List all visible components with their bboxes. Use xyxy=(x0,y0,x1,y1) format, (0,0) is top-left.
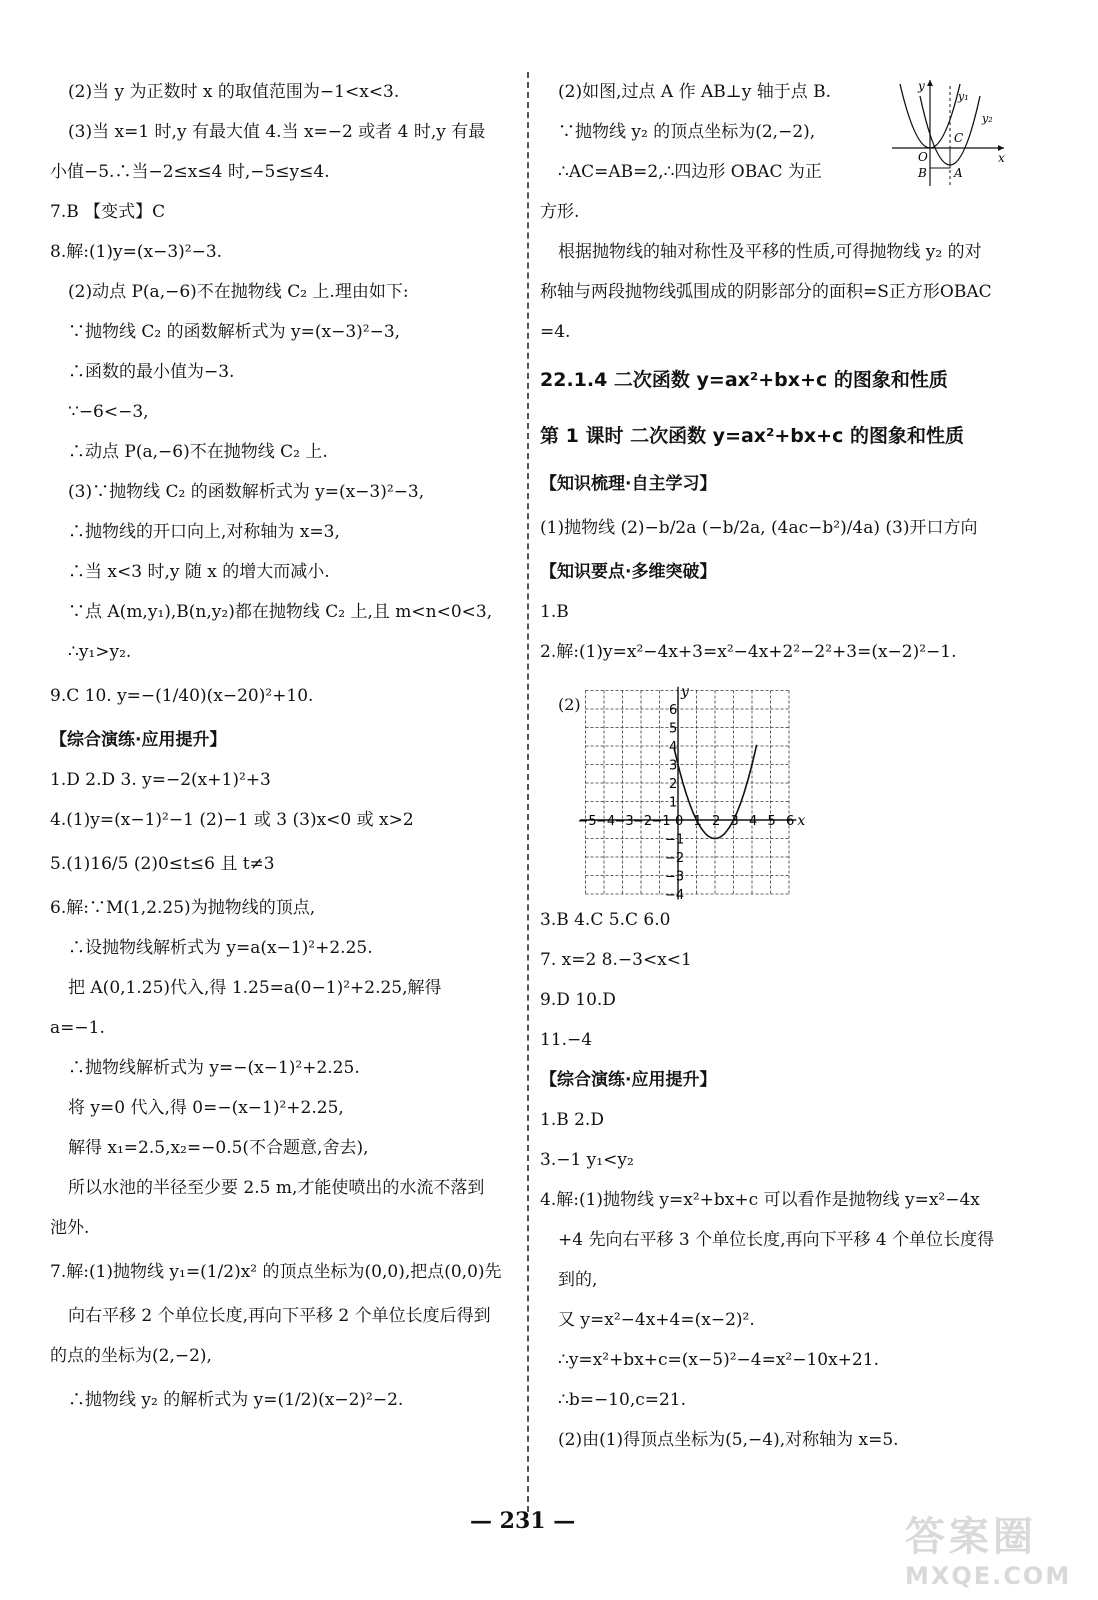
column-divider xyxy=(527,72,529,1512)
fig1-label-a: A xyxy=(954,166,963,180)
text-line: 1.D 2.D 3. y=−2(x+1)²+3 xyxy=(50,770,271,790)
fig1-label-y2: y₂ xyxy=(982,112,993,125)
text-line: 称轴与两段抛物线弧围成的阴影部分的面积=S正方形OBAC xyxy=(540,282,992,302)
text-line: ∴b=−10,c=21. xyxy=(558,1390,687,1410)
text-line: ∴抛物线的开口向上,对称轴为 x=3, xyxy=(68,522,340,542)
text-line: 3.−1 y₁<y₂ xyxy=(540,1150,634,1170)
text-line: 2.解:(1)y=x²−4x+3=x²−4x+2²−2²+3=(x−2)²−1. xyxy=(540,642,957,662)
text-line: 3.B 4.C 5.C 6.0 xyxy=(540,910,671,930)
fig1-label-b: B xyxy=(918,166,927,180)
text-line: 方形. xyxy=(540,202,580,222)
text-line: (3)∵抛物线 C₂ 的函数解析式为 y=(x−3)²−3, xyxy=(68,482,425,502)
x-tick-label: −3 xyxy=(614,814,634,829)
text-line: 5.(1)16/5 (2)0≤t≤6 且 t≠3 xyxy=(50,854,275,874)
x-tick-label: 2 xyxy=(712,814,721,829)
y-tick-label: 1 xyxy=(669,795,678,811)
fig1-label-o: O xyxy=(918,150,928,164)
text-line: ∵抛物线 y₂ 的顶点坐标为(2,−2), xyxy=(558,122,816,142)
text-line: +4 先向右平移 3 个单位长度,再向下平移 4 个单位长度得 xyxy=(558,1230,995,1250)
y-tick-label: 6 xyxy=(669,703,678,718)
x-tick-label: 4 xyxy=(749,814,758,829)
y-tick-label: −1 xyxy=(665,832,685,848)
text-line: (2)当 y 为正数时 x 的取值范围为−1<x<3. xyxy=(68,82,400,102)
text-line: 1.B xyxy=(540,602,569,622)
x-tick-label: 0 xyxy=(675,814,684,829)
text-line: 池外. xyxy=(50,1218,90,1238)
x-tick-label: −2 xyxy=(633,814,653,829)
y-tick-label: 4 xyxy=(669,740,678,755)
x-tick-label: 5 xyxy=(767,814,776,829)
text-line: 又 y=x²−4x+4=(x−2)². xyxy=(558,1310,755,1330)
fig1-label-c: C xyxy=(954,131,964,145)
y-tick-label: 5 xyxy=(669,721,678,737)
text-line: ∴AC=AB=2,∴四边形 OBAC 为正 xyxy=(558,162,822,182)
text-line: 7.B 【变式】C xyxy=(50,202,166,222)
left-column xyxy=(50,72,520,1424)
y-tick-label: −2 xyxy=(665,851,685,866)
watermark-url: MXQE.COM xyxy=(905,1562,1072,1590)
y-axis-label: y xyxy=(681,684,689,701)
quadratic-grid-graph xyxy=(577,684,820,905)
text-line: 7. x=2 8.−3<x<1 xyxy=(540,950,692,970)
text-line: 将 y=0 代入,得 0=−(x−1)²+2.25, xyxy=(68,1098,344,1118)
x-tick-label: 1 xyxy=(693,814,702,829)
text-line: 【知识要点·多维突破】 xyxy=(540,562,717,582)
text-line: 4.解:(1)抛物线 y=x²+bx+c 可以看作是抛物线 y=x²−4x xyxy=(540,1190,980,1210)
text-line: ∴抛物线 y₂ 的解析式为 y=(1/2)(x−2)²−2. xyxy=(68,1390,404,1410)
text-line: ∴设抛物线解析式为 y=a(x−1)²+2.25. xyxy=(68,938,373,958)
x-tick-label: −4 xyxy=(596,814,616,829)
text-line: 的点的坐标为(2,−2), xyxy=(50,1346,212,1366)
text-line: 所以水池的半径至少要 2.5 m,才能使喷出的水流不落到 xyxy=(68,1178,485,1198)
y-tick-label: −4 xyxy=(665,888,685,903)
text-line: 9.C 10. y=−(1/40)(x−20)²+10. xyxy=(50,686,314,706)
x-tick-label: 6 xyxy=(786,814,795,829)
text-line: 解得 x₁=2.5,x₂=−0.5(不合题意,舍去), xyxy=(68,1138,369,1158)
text-line: 6.解:∵M(1,2.25)为抛物线的顶点, xyxy=(50,898,316,918)
y-tick-label: 3 xyxy=(669,758,678,774)
watermark-text: 答案圈 xyxy=(905,1514,1037,1560)
text-line: 1.B 2.D xyxy=(540,1110,604,1130)
text-line: ∴函数的最小值为−3. xyxy=(68,362,235,382)
watermark xyxy=(905,1505,1085,1590)
text-line: 【综合演练·应用提升】 xyxy=(50,730,227,750)
page-number: — 231 — xyxy=(470,1508,576,1534)
text-line: ∵抛物线 C₂ 的函数解析式为 y=(x−3)²−3, xyxy=(68,322,401,342)
text-line: (2)由(1)得顶点坐标为(5,−4),对称轴为 x=5. xyxy=(558,1430,899,1450)
text-line: ∵−6<−3, xyxy=(68,402,149,422)
y-tick-label: −3 xyxy=(665,869,685,885)
text-line: ∴y₁>y₂. xyxy=(68,642,132,662)
fig1-label-y: y xyxy=(918,79,925,93)
text-line: (3)当 x=1 时,y 有最大值 4.当 x=−2 或者 4 时,y 有最 xyxy=(68,122,486,142)
parabola-square-figure xyxy=(892,76,1012,186)
text-line: a=−1. xyxy=(50,1018,105,1038)
text-line: 22.1.4 二次函数 y=ax²+bx+c 的图象和性质 xyxy=(540,369,948,391)
x-axis-label: x xyxy=(797,813,806,829)
text-line: (2)如图,过点 A 作 AB⊥y 轴于点 B. xyxy=(558,82,832,102)
text-line: (1)抛物线 (2)−b/2a (−b/2a, (4ac−b²)/4a) (3)开口方向 xyxy=(540,518,978,538)
x-tick-label: −1 xyxy=(651,814,671,829)
fig1-label-x: x xyxy=(998,151,1005,165)
text-line: 小值−5.∴当−2≤x≤4 时,−5≤y≤4. xyxy=(50,162,330,182)
text-line: ∴当 x<3 时,y 随 x 的增大而减小. xyxy=(68,562,330,582)
text-line: 11.−4 xyxy=(540,1030,593,1050)
text-line: (2)动点 P(a,−6)不在抛物线 C₂ 上.理由如下: xyxy=(68,282,409,302)
x-tick-label: 3 xyxy=(730,814,739,829)
text-line: 把 A(0,1.25)代入,得 1.25=a(0−1)²+2.25,解得 xyxy=(68,978,442,998)
text-line: 【知识梳理·自主学习】 xyxy=(540,474,717,494)
text-line: 到的, xyxy=(558,1270,598,1290)
x-tick-label: −5 xyxy=(577,814,597,829)
text-line: ∴y=x²+bx+c=(x−5)²−4=x²−10x+21. xyxy=(558,1350,879,1370)
text-line: 根据抛物线的轴对称性及平移的性质,可得抛物线 y₂ 的对 xyxy=(558,242,982,262)
text-line: 7.解:(1)抛物线 y₁=(1/2)x² 的顶点坐标为(0,0),把点(0,0)先 xyxy=(50,1262,502,1282)
text-line: 9.D 10.D xyxy=(540,990,616,1010)
y-tick-label: 2 xyxy=(669,777,678,792)
text-line: 第 1 课时 二次函数 y=ax²+bx+c 的图象和性质 xyxy=(540,425,964,447)
fig2-label: (2) xyxy=(558,695,581,714)
text-line: 【综合演练·应用提升】 xyxy=(540,1070,717,1090)
text-line: 8.解:(1)y=(x−3)²−3. xyxy=(50,242,223,262)
text-line: ∵点 A(m,y₁),B(n,y₂)都在抛物线 C₂ 上,且 m<n<0<3, xyxy=(68,602,493,622)
text-line: =4. xyxy=(540,322,571,342)
text-line: 4.(1)y=(x−1)²−1 (2)−1 或 3 (3)x<0 或 x>2 xyxy=(50,810,414,830)
text-line: ∴动点 P(a,−6)不在抛物线 C₂ 上. xyxy=(68,442,328,462)
text-line: 向右平移 2 个单位长度,再向下平移 2 个单位长度后得到 xyxy=(68,1306,491,1326)
fig1-label-y1: y₁ xyxy=(958,90,969,103)
text-line: ∴抛物线解析式为 y=−(x−1)²+2.25. xyxy=(68,1058,360,1078)
